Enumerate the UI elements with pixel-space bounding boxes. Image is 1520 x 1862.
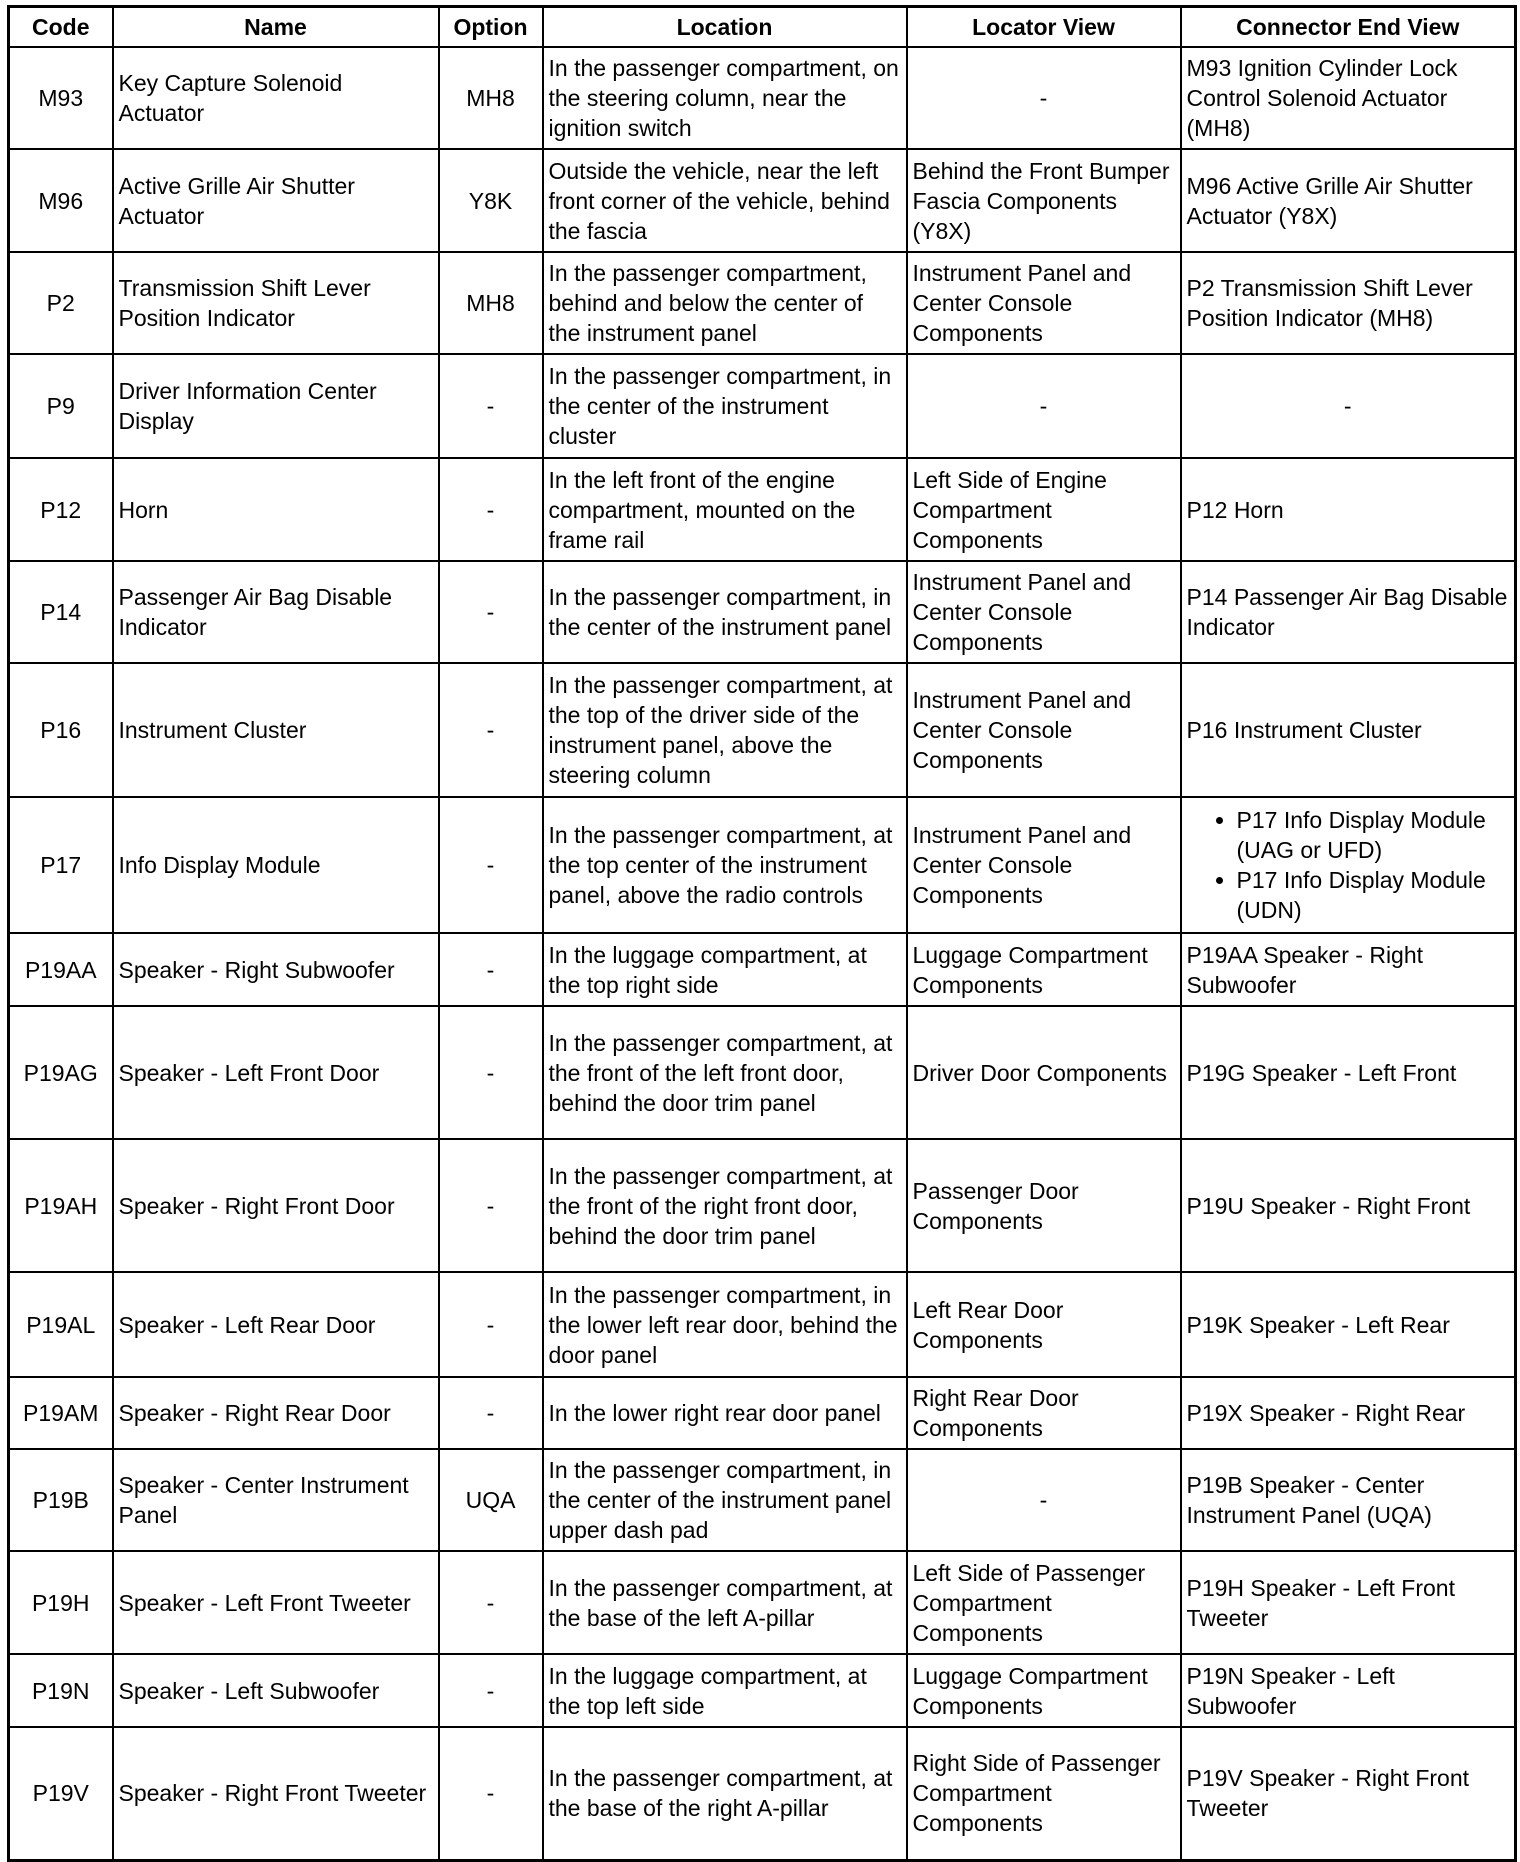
cell-locator-view: - — [907, 354, 1181, 458]
cell-locator-view: Left Side of Passenger Compartment Components — [907, 1551, 1181, 1654]
cell-name: Speaker - Right Front Door — [113, 1139, 439, 1272]
cell-connector-end-view: P19V Speaker - Right Front Tweeter — [1181, 1727, 1516, 1860]
cell-code: P19N — [9, 1654, 113, 1727]
cell-connector-end-view: P19AA Speaker - Right Subwoofer — [1181, 933, 1516, 1006]
cell-connector-end-view: P19G Speaker - Left Front — [1181, 1006, 1516, 1139]
table-row — [9, 149, 1516, 252]
cell-name: Speaker - Right Front Tweeter — [113, 1727, 439, 1860]
cell-code: P19B — [9, 1449, 113, 1551]
cell-location: In the passenger compartment, at the front of the left front door, behind the door trim panel — [543, 1006, 907, 1139]
cell-locator-view: Right Side of Passenger Compartment Components — [907, 1727, 1181, 1860]
cell-option: - — [439, 1551, 543, 1654]
cell-name: Passenger Air Bag Disable Indicator — [113, 561, 439, 663]
cell-name: Info Display Module — [113, 797, 439, 933]
cell-option: - — [439, 1139, 543, 1272]
cell-option: - — [439, 663, 543, 797]
cell-option: MH8 — [439, 252, 543, 354]
cell-connector-end-view: P14 Passenger Air Bag Disable Indicator — [1181, 561, 1516, 663]
cell-connector-end-view: P19U Speaker - Right Front — [1181, 1139, 1516, 1272]
cell-option: - — [439, 1727, 543, 1860]
cell-name: Speaker - Right Subwoofer — [113, 933, 439, 1006]
cell-location: In the passenger compartment, in the center of the instrument panel — [543, 561, 907, 663]
cell-code: P19AH — [9, 1139, 113, 1272]
table-row — [9, 1272, 1516, 1377]
cell-connector-end-view: P19K Speaker - Left Rear — [1181, 1272, 1516, 1377]
cell-option: - — [439, 458, 543, 561]
cell-name: Active Grille Air Shutter Actuator — [113, 149, 439, 252]
table-body — [9, 47, 1516, 1860]
cell-name: Speaker - Left Rear Door — [113, 1272, 439, 1377]
cell-location: In the passenger compartment, at the base of the right A-pillar — [543, 1727, 907, 1860]
cell-locator-view: Instrument Panel and Center Console Components — [907, 561, 1181, 663]
cell-locator-view: Instrument Panel and Center Console Components — [907, 797, 1181, 933]
cell-locator-view: - — [907, 47, 1181, 149]
cell-option: - — [439, 1654, 543, 1727]
cell-name: Speaker - Left Front Door — [113, 1006, 439, 1139]
cell-option: - — [439, 933, 543, 1006]
cell-option: - — [439, 354, 543, 458]
connector-list-item: • P17 Info Display Module (UDN) — [1237, 865, 1510, 925]
table-row — [9, 797, 1516, 933]
cell-locator-view: Left Side of Engine Compartment Components — [907, 458, 1181, 561]
header-location: Location — [543, 7, 907, 48]
cell-location: In the passenger compartment, at the top of the driver side of the instrument panel, above the steering column — [543, 663, 907, 797]
table-row — [9, 252, 1516, 354]
cell-code: P19AL — [9, 1272, 113, 1377]
cell-code: P2 — [9, 252, 113, 354]
table-row — [9, 47, 1516, 149]
cell-code: M96 — [9, 149, 113, 252]
component-locator-table — [7, 5, 1517, 1862]
table-row — [9, 933, 1516, 1006]
cell-location: In the passenger compartment, on the steering column, near the ignition switch — [543, 47, 907, 149]
cell-option: MH8 — [439, 47, 543, 149]
cell-option: - — [439, 1006, 543, 1139]
cell-connector-end-view: P2 Transmission Shift Lever Position Indicator (MH8) — [1181, 252, 1516, 354]
cell-option: Y8K — [439, 149, 543, 252]
cell-locator-view: Instrument Panel and Center Console Components — [907, 252, 1181, 354]
header-name: Name — [113, 7, 439, 48]
header-connector-end-view: Connector End View — [1181, 7, 1516, 48]
cell-connector-end-view: P19B Speaker - Center Instrument Panel (UQA) — [1181, 1449, 1516, 1551]
cell-location: In the passenger compartment, behind and below the center of the instrument panel — [543, 252, 907, 354]
cell-option: - — [439, 561, 543, 663]
cell-code: P19V — [9, 1727, 113, 1860]
table-row — [9, 1727, 1516, 1860]
cell-location: In the left front of the engine compartment, mounted on the frame rail — [543, 458, 907, 561]
cell-locator-view: Luggage Compartment Components — [907, 1654, 1181, 1727]
cell-location: In the passenger compartment, in the center of the instrument panel upper dash pad — [543, 1449, 907, 1551]
connector-list-item: • P17 Info Display Module (UAG or UFD) — [1237, 805, 1510, 865]
cell-location: In the luggage compartment, at the top left side — [543, 1654, 907, 1727]
cell-name: Driver Information Center Display — [113, 354, 439, 458]
cell-location: In the passenger compartment, at the top center of the instrument panel, above the radio controls — [543, 797, 907, 933]
cell-name: Speaker - Center Instrument Panel — [113, 1449, 439, 1551]
table-row — [9, 663, 1516, 797]
header-row — [9, 7, 1516, 48]
cell-code: P17 — [9, 797, 113, 933]
cell-locator-view: Luggage Compartment Components — [907, 933, 1181, 1006]
cell-option: UQA — [439, 1449, 543, 1551]
cell-name: Speaker - Left Front Tweeter — [113, 1551, 439, 1654]
table-row — [9, 1377, 1516, 1449]
cell-option: - — [439, 1272, 543, 1377]
cell-locator-view: Driver Door Components — [907, 1006, 1181, 1139]
cell-locator-view: Left Rear Door Components — [907, 1272, 1181, 1377]
cell-code: P19AG — [9, 1006, 113, 1139]
cell-connector-end-view: P19X Speaker - Right Rear — [1181, 1377, 1516, 1449]
cell-locator-view: Right Rear Door Components — [907, 1377, 1181, 1449]
cell-connector-end-view: M93 Ignition Cylinder Lock Control Solenoid Actuator (MH8) — [1181, 47, 1516, 149]
cell-connector-end-view: P12 Horn — [1181, 458, 1516, 561]
header-option: Option — [439, 7, 543, 48]
cell-location: In the luggage compartment, at the top right side — [543, 933, 907, 1006]
cell-connector-end-view: - — [1181, 354, 1516, 458]
cell-code: P19AM — [9, 1377, 113, 1449]
cell-connector-end-view: M96 Active Grille Air Shutter Actuator (Y8X) — [1181, 149, 1516, 252]
table-row — [9, 561, 1516, 663]
table-row — [9, 1449, 1516, 1551]
cell-name: Key Capture Solenoid Actuator — [113, 47, 439, 149]
cell-location: In the passenger compartment, at the base of the left A-pillar — [543, 1551, 907, 1654]
cell-location: Outside the vehicle, near the left front corner of the vehicle, behind the fascia — [543, 149, 907, 252]
cell-location: In the passenger compartment, in the lower left rear door, behind the door panel — [543, 1272, 907, 1377]
cell-location: In the lower right rear door panel — [543, 1377, 907, 1449]
table-row — [9, 1006, 1516, 1139]
cell-locator-view: - — [907, 1449, 1181, 1551]
cell-connector-end-view: P16 Instrument Cluster — [1181, 663, 1516, 797]
cell-connector-end-view — [1181, 797, 1516, 933]
cell-option: - — [439, 797, 543, 933]
cell-locator-view: Behind the Front Bumper Fascia Components (Y8X) — [907, 149, 1181, 252]
header-code: Code — [9, 7, 113, 48]
table-row — [9, 1654, 1516, 1727]
table-row — [9, 354, 1516, 458]
table-row — [9, 1139, 1516, 1272]
cell-code: P19H — [9, 1551, 113, 1654]
cell-connector-end-view: P19N Speaker - Left Subwoofer — [1181, 1654, 1516, 1727]
cell-code: P12 — [9, 458, 113, 561]
cell-locator-view: Passenger Door Components — [907, 1139, 1181, 1272]
table-row — [9, 1551, 1516, 1654]
cell-code: P16 — [9, 663, 113, 797]
cell-code: M93 — [9, 47, 113, 149]
cell-option: - — [439, 1377, 543, 1449]
cell-code: P14 — [9, 561, 113, 663]
connector-list — [1187, 805, 1510, 925]
cell-name: Speaker - Right Rear Door — [113, 1377, 439, 1449]
header-locator-view: Locator View — [907, 7, 1181, 48]
cell-locator-view: Instrument Panel and Center Console Components — [907, 663, 1181, 797]
table-row — [9, 458, 1516, 561]
cell-name: Instrument Cluster — [113, 663, 439, 797]
cell-name: Transmission Shift Lever Position Indicator — [113, 252, 439, 354]
cell-name: Speaker - Left Subwoofer — [113, 1654, 439, 1727]
cell-connector-end-view: P19H Speaker - Left Front Tweeter — [1181, 1551, 1516, 1654]
cell-location: In the passenger compartment, in the center of the instrument cluster — [543, 354, 907, 458]
cell-location: In the passenger compartment, at the front of the right front door, behind the door trim panel — [543, 1139, 907, 1272]
cell-code: P9 — [9, 354, 113, 458]
cell-code: P19AA — [9, 933, 113, 1006]
cell-name: Horn — [113, 458, 439, 561]
